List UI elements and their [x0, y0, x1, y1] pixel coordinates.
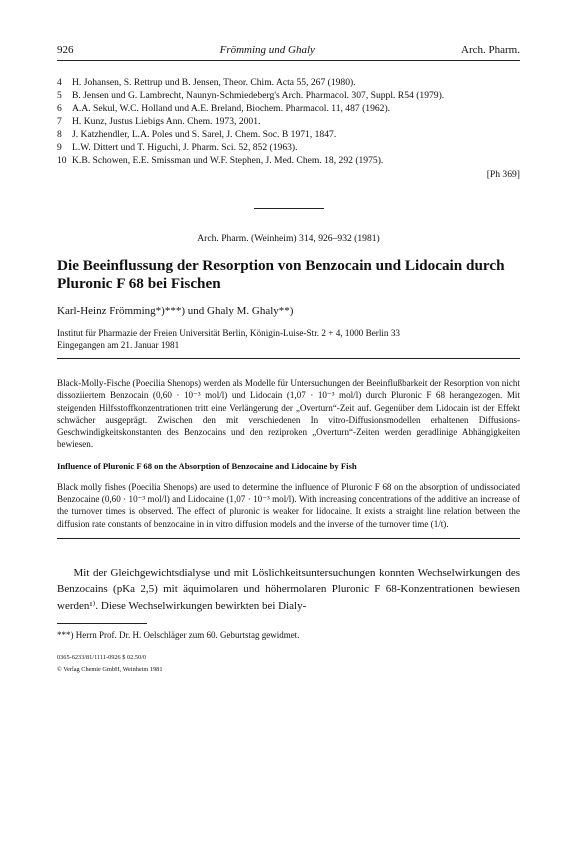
article-page [57, 44, 520, 676]
divider [57, 358, 520, 359]
reference-text: H. Johansen, S. Rettrup und B. Jensen, Theor. Chim. Acta 55, 267 (1980). [72, 77, 356, 88]
reference-item [57, 115, 520, 128]
footnote: ***) Herrn Prof. Dr. H. Oelschläger zum 60. Geburtstag gewidmet. [57, 630, 300, 641]
reference-number: 7 [57, 116, 62, 127]
reference-number: 10 [57, 155, 67, 166]
issn-line: 0365-6233/81/1111-0926 $ 02.50/0 [57, 654, 147, 662]
reference-text: B. Jensen und G. Lambrecht, Naunyn-Schmiedeberg's Arch. Pharmacol. 307, Suppl. R54 (1979). [72, 90, 445, 101]
publisher-line: © Verlag Chemie GmbH, Weinheim 1981 [57, 666, 163, 674]
reference-item [57, 154, 520, 167]
reference-text: J. Katzhendler, L.A. Poles und S. Sarel, J. Chem. Soc. B 1971, 1847. [72, 129, 337, 140]
running-authors: Frömming und Ghaly [219, 44, 315, 56]
reference-item [57, 141, 520, 154]
author-line: Karl-Heinz Frömming*)***) und Ghaly M. Ghaly**) [57, 305, 294, 317]
reference-text: K.B. Schowen, E.E. Smissman und W.F. Stephen, J. Med. Chem. 18, 292 (1975). [72, 155, 384, 166]
reference-list [57, 76, 520, 181]
reference-item [57, 128, 520, 141]
institution: Institut für Pharmazie der Freien Universität Berlin, Königin-Luise-Str. 2 + 4, 1000 Berlin 33 [57, 328, 401, 338]
reference-text: H. Kunz, Justus Liebigs Ann. Chem. 1973, 2001. [72, 116, 261, 127]
section-separator [254, 208, 324, 209]
abstract-german: Black-Molly-Fische (Poecilia Shenops) werden als Modelle für Untersuchungen der Beeinflußbarkeit der Resorption von nicht dissoziiertem Benzocain (0,60 · 10⁻³ mol/l) und Lidocain (1,07 · 10⁻³ mol/l) durch Pluronic F 68 herangezogen. Mit steigenden Hilfsstoffkonzentrationen tritt eine Verlängerung der „Overturn“-Zeit auf. Gegenüber dem Lidocain ist der Effekt schwächer ausgeprägt. Zwischen den mit verschiedenen In vitro-Diffusionsmodellen erhaltenen Diffusions-Geschwindigkeitskonstanten des Benzocains und den reziproken „Overturn“-Zeiten werden geradlinige Abhängigkeiten bewiesen. [57, 378, 520, 450]
reference-number: 4 [57, 77, 62, 88]
abstract-english: Black molly fishes (Poecilia Shenops) are used to determine the influence of Pluronic F 68 on the absorption of undissociated Benzocaine (0,60 · 10⁻³ mol/l) and Lidocaine (1,07 · 10⁻³ mol/l). With increasing concentrations of the additive an increase of the turnover times is observed. The effect of pluronic is weaker for lidocaine. It exists a straight line relation between the diffusion rate constants of benzocaine in in vitro diffusion models and the inverse of the turnover time (1/t). [57, 481, 520, 529]
reference-number: 6 [57, 103, 62, 114]
abstract-english-title: Influence of Pluronic F 68 on the Absorption of Benzocaine and Lidocaine by Fish [57, 460, 357, 471]
received-date: Eingegangen am 21. Januar 1981 [57, 340, 180, 350]
reference-number: 9 [57, 142, 62, 153]
body-paragraph: Mit der Gleichgewichtsdialyse und mit Löslichkeitsuntersuchungen konnten Wechselwirkungen des Benzocains (pKa 2,5) mit äquimolaren und höhermolaren Pluronic F 68-Konzentrationen bewiesen werden¹⁾. Diese Wechselwirkungen bewirkten bei Dialy- [57, 566, 520, 612]
journal-citation: Arch. Pharm. (Weinheim) 314, 926–932 (1981) [197, 233, 380, 244]
running-header [57, 44, 520, 61]
page-number: 926 [57, 44, 74, 56]
reference-code: [Ph 369] [486, 169, 520, 180]
reference-item [57, 102, 520, 115]
journal-name: Arch. Pharm. [461, 44, 520, 56]
reference-number: 5 [57, 90, 62, 101]
reference-item [57, 89, 520, 102]
divider [57, 538, 520, 539]
article-title: Die Beeinflussung der Resorption von Benzocain und Lidocain durch Pluronic F 68 bei Fischen [57, 257, 505, 292]
reference-number: 8 [57, 129, 62, 140]
footnote-separator [57, 623, 147, 624]
reference-item [57, 76, 520, 89]
reference-text: A.A. Sekul, W.C. Holland und A.E. Breland, Biochem. Pharmacol. 11, 487 (1962). [72, 103, 391, 114]
affiliation-block [57, 327, 520, 351]
reference-text: L.W. Dittert und T. Higuchi, J. Pharm. Sci. 52, 852 (1963). [72, 142, 298, 153]
